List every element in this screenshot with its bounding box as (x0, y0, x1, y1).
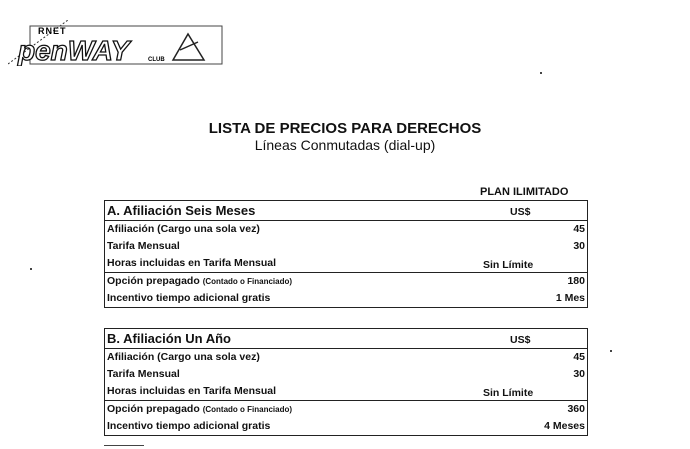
currency-label: US$ (510, 206, 531, 218)
row-value: 360 (567, 403, 585, 415)
table-row (105, 290, 587, 307)
row-label: Horas incluidas en Tarifa Mensual (107, 385, 277, 397)
row-value: 4 Meses (544, 420, 585, 432)
page-title: LISTA DE PRECIOS PARA DERECHOS (208, 120, 482, 137)
row-note: (Contado o Financiado) (202, 277, 293, 286)
row-value: 30 (573, 368, 585, 380)
price-table-one-year (104, 328, 588, 436)
svg-text:CLUB: CLUB (148, 57, 165, 63)
table-row (105, 255, 587, 273)
page-subtitle: Líneas Conmutadas (dial-up) (254, 137, 436, 153)
row-label: Afiliación (Cargo una sola vez) (107, 351, 260, 363)
row-label-text: Opción prepagado (107, 275, 200, 287)
table-row (105, 349, 587, 366)
table-row (105, 383, 587, 401)
row-value: 30 (573, 240, 585, 252)
table-row (105, 221, 587, 238)
scan-speck (540, 72, 542, 74)
table-row (105, 401, 587, 418)
row-label: Tarifa Mensual (107, 240, 180, 252)
table-title: A. Afiliación Seis Meses (107, 203, 256, 218)
row-value: 45 (573, 223, 585, 235)
currency-label: US$ (510, 334, 531, 346)
row-label (107, 275, 292, 287)
svg-text:penWAY: penWAY (18, 35, 130, 66)
table-row (105, 418, 587, 435)
row-label-text: Opción prepagado (107, 403, 200, 415)
scan-speck (610, 350, 612, 352)
table-header (105, 329, 587, 349)
table-title: B. Afiliación Un Año (107, 331, 231, 346)
row-label: Afiliación (Cargo una sola vez) (107, 223, 260, 235)
table-row (105, 366, 587, 383)
price-table-six-months (104, 200, 588, 308)
row-value: 1 Mes (555, 292, 585, 304)
row-label: Incentivo tiempo adicional gratis (107, 292, 271, 304)
row-label: Horas incluidas en Tarifa Mensual (107, 257, 277, 269)
scan-speck (30, 268, 32, 270)
openway-club-logo (8, 20, 228, 66)
row-label (107, 403, 292, 415)
row-note: (Contado o Financiado) (202, 405, 293, 414)
row-value: 180 (567, 275, 585, 287)
plan-label: PLAN ILIMITADO (480, 186, 569, 198)
row-value: 45 (573, 351, 585, 363)
table-header (105, 201, 587, 221)
row-label: Incentivo tiempo adicional gratis (107, 420, 271, 432)
row-value: Sin Límite (483, 259, 534, 271)
row-value: Sin Límite (483, 387, 534, 399)
svg-text:RNET: RNET (38, 26, 67, 36)
table-row (105, 238, 587, 255)
scan-line (104, 445, 144, 446)
table-row (105, 273, 587, 290)
row-label: Tarifa Mensual (107, 368, 180, 380)
